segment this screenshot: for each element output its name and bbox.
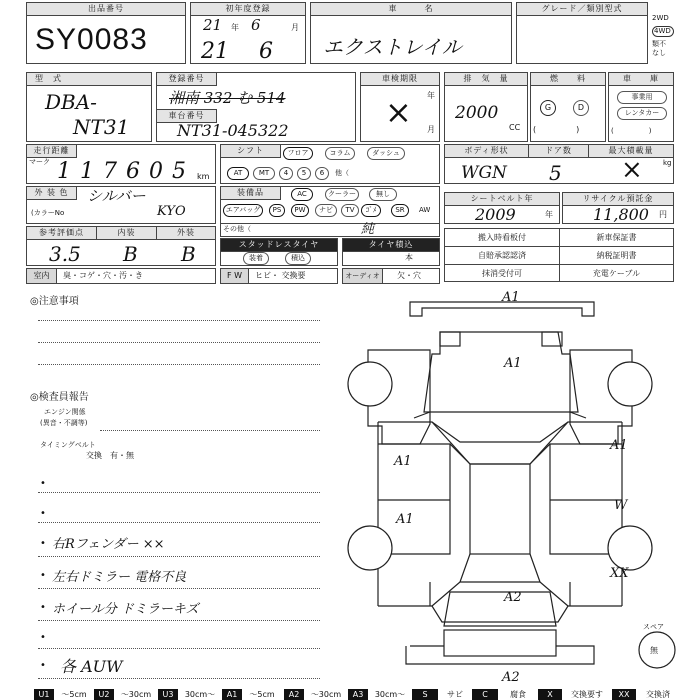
legend-key-a1: A1 [222,689,242,700]
mileage-unit: km [197,172,210,181]
mark-right-front-door: A1 [610,438,628,453]
fuel-other: ( ) [533,125,580,134]
report-bullet-5: • [40,602,46,613]
recycle-unit: 円 [659,210,667,219]
studless-box [220,238,338,266]
seatbelt-label: シートベルト年 [445,193,559,206]
mark-left-front-door: A1 [394,454,412,469]
engine-sub: (異音・不調等) [40,419,88,427]
legend-val-a1: ～5cm [249,690,275,699]
docs-box [444,228,674,282]
shift-floor: フロア [283,147,313,160]
displacement-value: 2000 [455,103,499,123]
lot-number-label: 出品番号 [27,3,185,16]
exterior-grade-value: B [181,242,196,266]
legend-key-u1: U1 [34,689,54,700]
first-registration-month: 6 [251,16,261,34]
legend-key-u2: U2 [94,689,114,700]
drive-none: なし [652,49,666,57]
interior-condition-value: 臭・コゲ・穴・汚・き [63,271,143,280]
report-bullet-3: • [40,538,46,549]
lot-number-box [26,2,186,64]
registration-label: 登録番号 [157,73,217,86]
fw-value: ヒビ・ 交換要 [255,271,306,280]
mark-hood: A1 [504,356,522,371]
legend-val-a3: 30cm～ [374,690,406,699]
lot-number-value: SY0083 [35,23,148,56]
mileage-box [26,144,216,184]
equip-airbag: エアバッグ [223,204,263,217]
tire-box [342,238,440,266]
equipment-label: 装備品 [221,187,281,200]
report-text-4: 左右ドミラー 電格不良 [52,570,187,585]
inspection-value: × [385,93,412,131]
displacement-unit: CC [509,123,521,132]
report-text-3: 右Rフェンダー ×× [52,537,165,552]
usage-box [608,72,674,142]
mark-trunk: A2 [504,590,522,605]
mark-front-bumper: A1 [502,290,520,305]
audio-box [342,268,440,284]
legend-key-c: C [472,689,498,700]
report-bullet-6: • [40,632,46,643]
report-bullet-1: • [40,478,46,489]
legend-val-u1: ～5cm [61,690,87,699]
report-line-6 [38,648,320,649]
fw-label: F W [221,269,249,283]
mark-right-mid: W [614,498,628,513]
equip-ps: PS [269,204,285,217]
report-line-1 [38,492,320,493]
spare-label: スペア [643,623,664,631]
first-registration-box [190,2,306,64]
notes-line-1 [38,320,320,321]
usage-business: 事業用 [617,91,667,104]
body-box [444,144,674,184]
color-code-label: (カラーNo [31,209,65,217]
usage-label: 車 庫 [609,73,673,86]
inspection-box [360,72,440,142]
equip-ac: AC [291,188,313,201]
legend-val-u3: 30cm～ [184,690,216,699]
legend-key-s: S [412,689,438,700]
body-label: ボディ形状 [445,145,529,158]
legend-val-c: 腐食 [510,690,526,699]
notes-label: ◎注意事項 [30,296,79,307]
inspection-label: 車検期限 [361,73,439,86]
timing-value: 交換 有・無 [86,451,134,460]
mark-rear-bumper: A2 [502,670,520,685]
mileage-value: 117605 [57,159,195,184]
equip-navi: ナビ [315,204,337,217]
color-label: 外 装 色 [27,187,77,200]
report-text-7: 各 AUW [60,657,123,676]
audio-value: 欠・穴 [397,271,421,280]
interior-condition-label: 室内 [27,269,57,283]
first-registration-month-unit: 月 [291,23,299,32]
equip-aw: AW [419,206,431,214]
registration-value: 湘南 332 む 514 [169,89,286,107]
equip-sr: SR [391,204,409,217]
recycle-box [562,192,674,224]
type-label: 型 式 [27,73,151,86]
doc-warranty: 新車保証書 [560,229,673,247]
legend-key-u3: U3 [158,689,178,700]
interior-grade-value: B [123,242,138,266]
grade-label: グレード／類別型式 [517,3,647,16]
score-label: 参考評価点 [27,227,97,240]
report-bullet-7: • [40,660,46,671]
equip-other-label: その他（ [223,225,251,233]
inspector-label: ◎検査員報告 [30,392,89,403]
chassis-label: 車台番号 [157,109,217,123]
equip-cooler: クーラー [325,188,359,201]
color-box [26,186,216,224]
shift-mt: MT [253,167,275,180]
legend-val-xx: 交換済 [646,690,670,699]
score-box [26,226,216,266]
recycle-value: 11,800 [593,205,649,224]
score-value: 3.5 [49,242,81,266]
first-registration-era: 21 [203,16,223,34]
first-registration-hand-month: 6 [259,39,273,64]
color-code-value: KYO [157,204,186,219]
interior-condition-box [26,268,216,284]
report-bullet-4: • [40,570,46,581]
inspection-month-unit: 月 [427,125,435,134]
mileage-label: 走行距離 [27,145,77,158]
equip-pw: PW [291,204,309,217]
report-line-2 [38,522,320,523]
fuel-diesel: D [573,100,589,116]
equip-rubber: ｺﾞﾒ [361,204,381,217]
shift-column: コラム [325,147,355,160]
equip-other-value: 純 [361,222,375,237]
report-line-4 [38,588,320,589]
seatbelt-unit: 年 [545,210,553,219]
type-value-code: NT31 [73,115,130,139]
model-name-box [310,2,512,64]
shift-4: 4 [279,167,293,180]
usage-rental: レンタカー [617,107,667,120]
tire-value: 本 [405,253,413,262]
exterior-grade-label: 外装 [157,227,215,240]
displacement-label: 排 気 量 [445,73,527,86]
notes-line-3 [38,364,320,365]
load-label: 最大積載量 [589,145,673,158]
first-registration-label: 初年度登録 [191,3,305,16]
equipment-box [220,186,440,224]
shift-box [220,144,440,184]
first-registration-hand-year: 21 [201,39,229,64]
shift-other: 他（ [335,169,349,177]
drive-unknown: 類不 [652,40,666,48]
studless-mounted: 装着 [243,252,269,265]
model-name-label: 車 名 [311,3,511,16]
timing-label: タイミングベルト [40,441,96,449]
fuel-box [530,72,606,142]
shift-6: 6 [315,167,329,180]
shift-5: 5 [297,167,311,180]
audio-label: オーディオ [343,269,383,283]
doc-cancel: 抹消受付可 [445,265,560,282]
shift-at: AT [227,167,249,180]
equip-none: 無し [369,188,397,201]
legend-key-x: X [538,689,562,700]
recycle-label: リサイクル預託金 [563,193,673,206]
seatbelt-value: 2009 [475,205,516,224]
seatbelt-box [444,192,560,224]
doc-tax: 納税証明書 [560,247,673,265]
body-value: WGN [461,163,507,183]
report-line-7 [38,678,320,679]
drive-2wd: 2WD [652,14,669,22]
displacement-box [444,72,528,142]
report-bullet-2: • [40,508,46,519]
legend-val-s: サビ [447,690,463,699]
inspection-year-unit: 年 [427,91,435,100]
fw-box [220,268,338,284]
spare-mark: 無 [650,646,658,655]
load-value: × [621,155,643,185]
report-text-5: ホイール分 ドミラーキズ [52,602,199,617]
tire-label: タイヤ積込 [343,239,439,252]
mileage-mark: マーク [29,158,50,166]
model-name-value: エクストレイル [323,35,462,59]
legend-val-a2: ～30cm [310,690,342,699]
fuel-gasoline: G [540,100,556,116]
type-box [26,72,152,142]
engine-label: エンジン関係 [44,408,86,416]
shift-dash: ダッシュ [367,147,405,160]
legend-val-u2: ～30cm [120,690,152,699]
doc-signboard: 搬入時看板付 [445,229,560,247]
chassis-value: NT31-045322 [177,121,289,140]
type-value-prefix: DBA- [45,90,97,114]
shift-label: シフト [221,145,281,158]
report-line-5 [38,620,320,621]
doc-insurance: 自賠承認認済 [445,247,560,265]
drive-type-options [652,14,674,58]
report-line-3 [38,556,320,557]
legend-key-a3: A3 [348,689,368,700]
legend-val-x: 交換要す [571,690,603,699]
engine-line [100,430,320,431]
doors-value: 5 [549,161,562,185]
mark-right-rear: XX [610,566,629,581]
usage-other: ( ) [611,127,652,135]
load-unit: kg [663,159,672,167]
equip-other-box [220,224,440,237]
grade-box [516,2,648,64]
notes-line-2 [38,342,320,343]
registration-box [156,72,356,142]
first-registration-year-unit: 年 [231,23,239,32]
mark-left-rear-door: A1 [396,512,414,527]
doors-label: ドア数 [529,145,589,158]
legend-key-a2: A2 [284,689,304,700]
studless-loaded: 積込 [285,252,311,265]
fuel-label: 燃 料 [531,73,605,86]
color-value: シルバー [87,187,146,205]
doc-charge-cable: 充電ケーブル [592,269,641,278]
legend-key-xx: XX [612,689,636,700]
interior-grade-label: 内装 [97,227,157,240]
studless-label: スタッドレスタイヤ [221,239,337,252]
equip-tv: TV [341,204,359,217]
drive-4wd: 4WD [652,26,674,37]
